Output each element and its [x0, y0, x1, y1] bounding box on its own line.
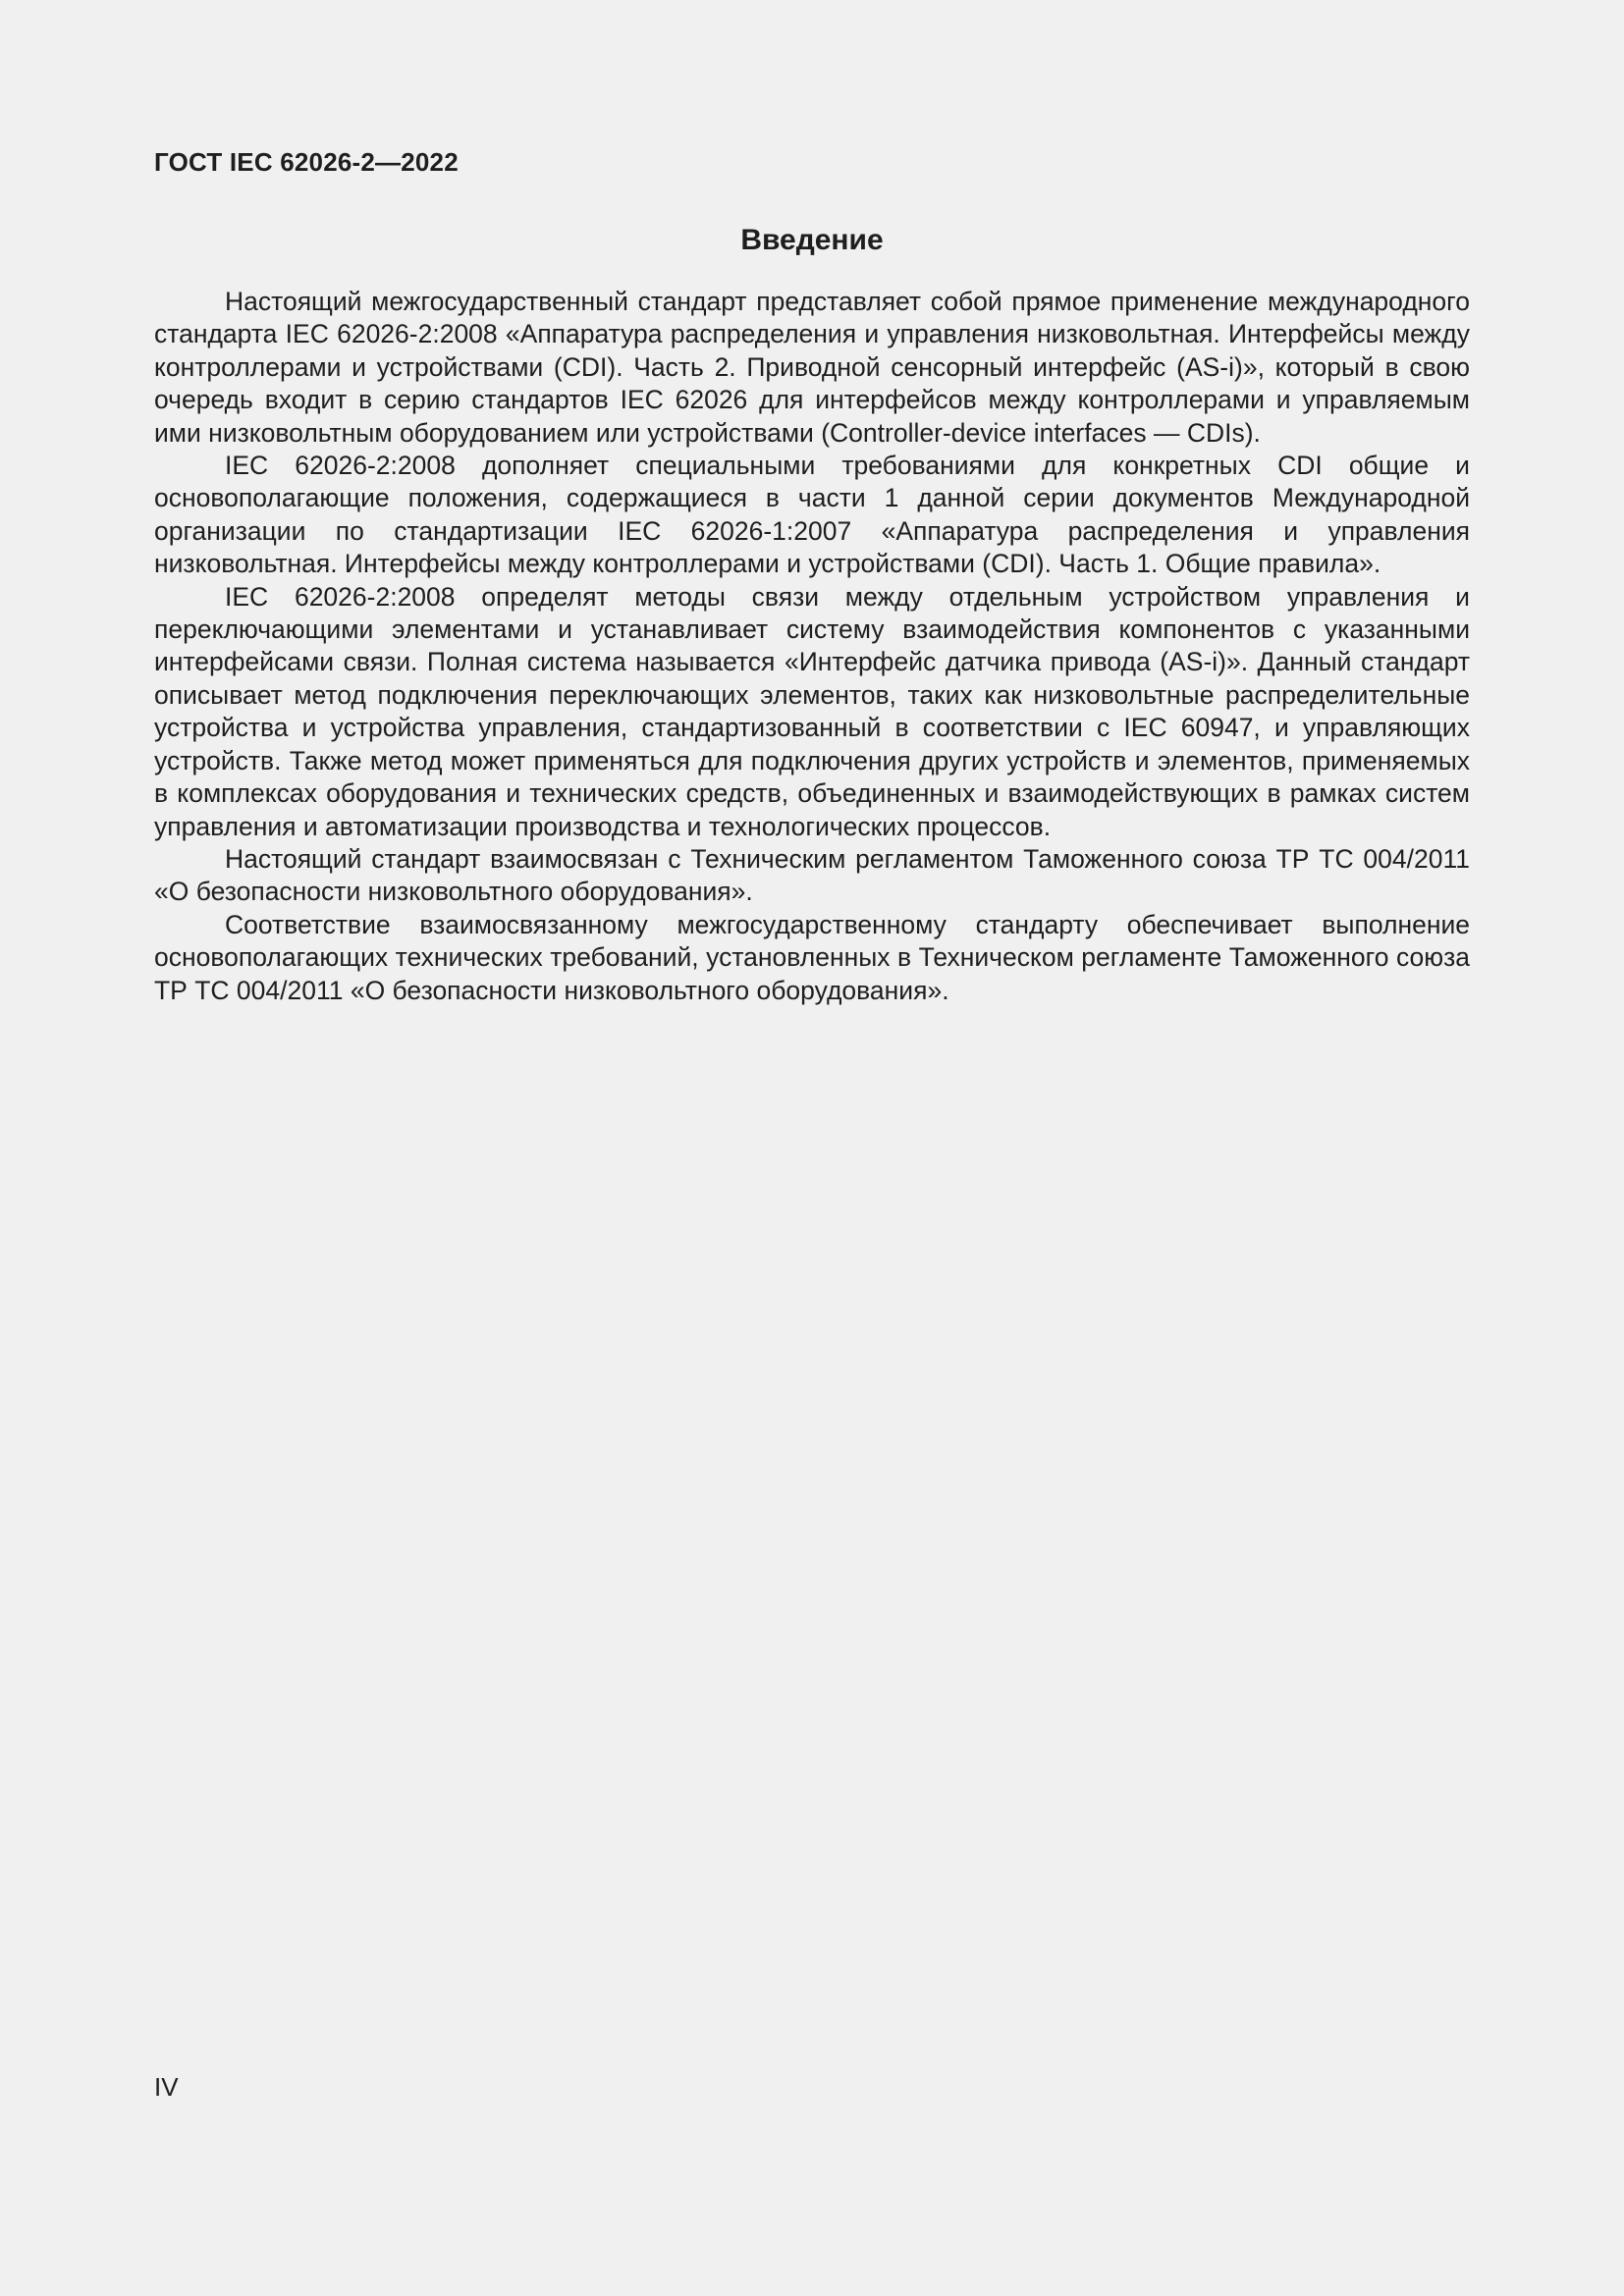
paragraph-4: Настоящий стандарт взаимосвязан с Техническим регламентом Таможенного союза ТР ТС 004/2011 «О безопасности низковольтного оборудования».: [154, 843, 1470, 907]
paragraph-2: IEC 62026-2:2008 дополняет специальными требованиями для конкретных CDI общие и основополагающие положения, содержащиеся в части 1 данной серии документов Международной организации по стандартизации IEC 62026-1:2007 «Аппаратура распределения и управления низковольтная. Интерфейсы между контроллерами и устройствами (CDI). Часть 1. Общие правила».: [154, 451, 1470, 579]
page-number: IV: [154, 2072, 179, 2102]
paragraph-1: Настоящий межгосударственный стандарт представляет собой прямое применение международного стандарта IEC 62026-2:2008 «Аппаратура распределения и управления низковольтная. Интерфейсы между контроллерами и устройствами (CDI). Часть 2. Приводной сенсорный интерфейс (AS-i)», который в свою очередь входит в серию стандартов IEC 62026 для интерфейсов между контроллерами и управляемым ими низковольтным оборудованием или устройствами (Controller-device interfaces — CDIs).: [154, 287, 1470, 448]
document-header: ГОСТ IEC 62026-2—2022: [154, 147, 459, 177]
section-title: Введение: [740, 224, 884, 256]
paragraph-5: Соответствие взаимосвязанному межгосударственному стандарту обеспечивает выполнение основополагающих технических требований, установленных в Техническом регламенте Таможенного союза ТР ТС 004/2011 «О безопасности низковольтного оборудования».: [154, 909, 1470, 1005]
paragraph-3: IEC 62026-2:2008 определят методы связи между отдельным устройством управления и переключающими элементами и устанавливает систему взаимодействия компонентов с указанными интерфейсами связи. Полная система называется «Интерфейс датчика привода (AS-i)». Данный стандарт описывает метод подключения переключающих элементов, таких как низковольтные распределительные устройства и устройства управления, стандартизованный в соответствии с IEC 60947, и управляющих устройств. Также метод может применяться для подключения других устройств и элементов, применяемых в комплексах оборудования и технических средств, объединенных и взаимодействующих в рамках систем управления и автоматизации производства и технологических процессов.: [154, 581, 1470, 841]
body-text: [154, 286, 1470, 1007]
